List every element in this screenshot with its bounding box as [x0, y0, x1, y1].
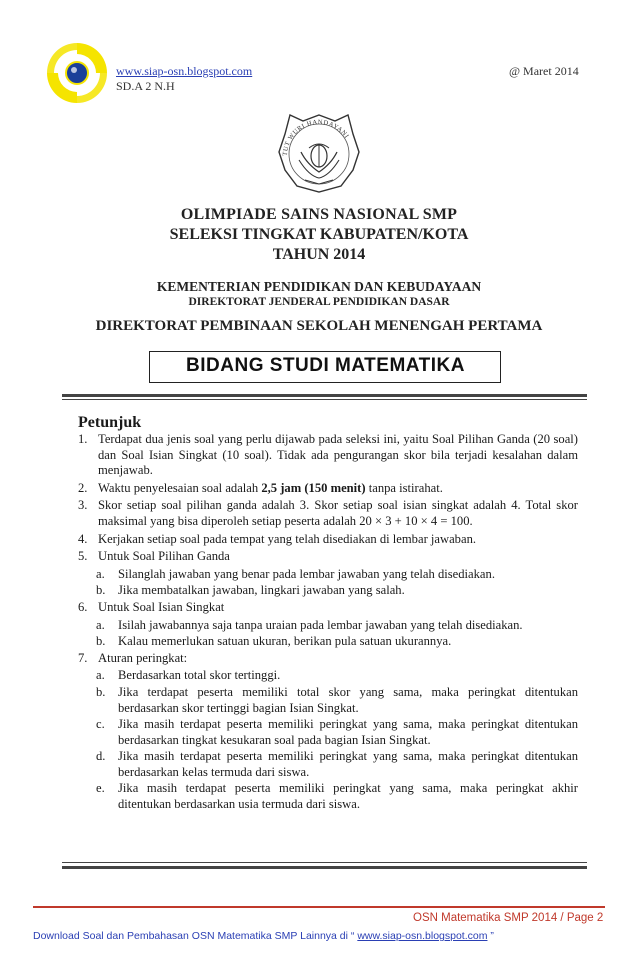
list-item: 2. Waktu penyelesaian soal adalah 2,5 jam (150 menit) tanpa istirahat. [78, 480, 443, 495]
ministry-name: KEMENTERIAN PENDIDIKAN DAN KEBUDAYAAN [156, 279, 482, 294]
list-subitem: c. Jika masih terdapat peserta memiliki peringkat yang sama, maka peringkat ditentukan berdasarkan tingkat kesukaran soal pada bagian Isian Singkat. [96, 717, 578, 747]
list-subitem: b. Kalau memerlukan satuan ukuran, berikan pula satuan ukurannya. [96, 634, 452, 649]
list-item: 3. Skor setiap soal pilihan ganda adalah 3. Skor setiap soal isian singkat adalah 4. Total skor maksimal yang bisa diperoleh setiap peserta adalah 20 × 3 + 10 × 4 = 100. [78, 498, 578, 528]
footer-divider [33, 906, 605, 908]
list-item: 5. Untuk Soal Pilihan Ganda [78, 549, 230, 564]
title-year: TAHUN 2014 [272, 246, 366, 263]
header-site-link[interactable]: www.siap-osn.blogspot.com [116, 64, 253, 78]
header-date: @ Maret 2014 [509, 64, 579, 78]
svg-text:TUT WURI HANDAYANI [282, 119, 350, 156]
list-item: 7. Aturan peringkat: [78, 650, 188, 665]
list-item: 4. Kerjakan setiap soal pada tempat yang telah disediakan di lembar jawaban. [78, 531, 477, 546]
list-subitem: a. Berdasarkan total skor tertinggi. [96, 668, 281, 683]
divider-bottom-thick [62, 866, 587, 869]
header-author: SD.A 2 N.H [116, 79, 175, 93]
list-subitem: e. Jika masih terdapat peserta memiliki peringkat yang sama, maka peringkat akhir ditentukan berdasarkan usia termuda dari siswa. [96, 781, 578, 812]
instructions-heading: Petunjuk [78, 414, 142, 431]
site-logo-icon [46, 42, 108, 104]
list-subitem: a. Silanglah jawaban yang benar pada lembar jawaban yang telah disediakan. [96, 566, 495, 581]
divider-bottom-thin [62, 862, 587, 863]
title-selection-level: SELEKSI TINGKAT KABUPATEN/KOTA [169, 226, 469, 243]
title-olympiad: OLIMPIADE SAINS NASIONAL SMP [180, 206, 458, 223]
list-subitem: b. Jika membatalkan jawaban, lingkari jawaban yang salah. [96, 583, 405, 598]
footer-download-note: Download Soal dan Pembahasan OSN Matematika SMP Lainnya di “ www.siap-osn.blogspot.com ” [33, 930, 494, 942]
divider-top-thick [62, 394, 587, 397]
list-subitem: d. Jika masih terdapat peserta memiliki peringkat yang sama, maka peringkat ditentukan berdasarkan kelas termuda dari siswa. [96, 749, 578, 779]
directorate-general: DIREKTORAT JENDERAL PENDIDIKAN DASAR [188, 296, 450, 308]
emblem-text: TUT WURI HANDAYANI [281, 118, 351, 157]
divider-top-thin [62, 399, 587, 400]
instructions-body [78, 432, 578, 814]
list-subitem: b. Jika terdapat peserta memiliki total skor yang sama, maka peringkat ditentukan berdasarkan skor tertinggi bagian Isian Singkat. [96, 684, 578, 715]
list-item: 1. Terdapat dua jenis soal yang perlu dijawab pada seleksi ini, yaitu Soal Pilihan Ganda (20 soal) dan Soal Isian Singkat (10 soal). Tidak ada pengurangan skor bila terjadi kesalahan dalam menjawab. [78, 432, 578, 478]
subject-title: BIDANG STUDI MATEMATIKA [186, 355, 465, 376]
tut-wuri-handayani-emblem-icon [275, 112, 363, 194]
list-subitem: a. Isilah jawabannya saja tanpa uraian pada lembar jawaban yang telah disediakan. [96, 617, 523, 632]
list-item: 6. Untuk Soal Isian Singkat [78, 599, 225, 614]
footer-page-label: OSN Matematika SMP 2014 / Page 2 [413, 912, 604, 924]
directorate-smp: DIREKTORAT PEMBINAAN SEKOLAH MENENGAH PERTAMA [95, 318, 543, 334]
footer-site-link[interactable]: www.siap-osn.blogspot.com [357, 930, 488, 942]
